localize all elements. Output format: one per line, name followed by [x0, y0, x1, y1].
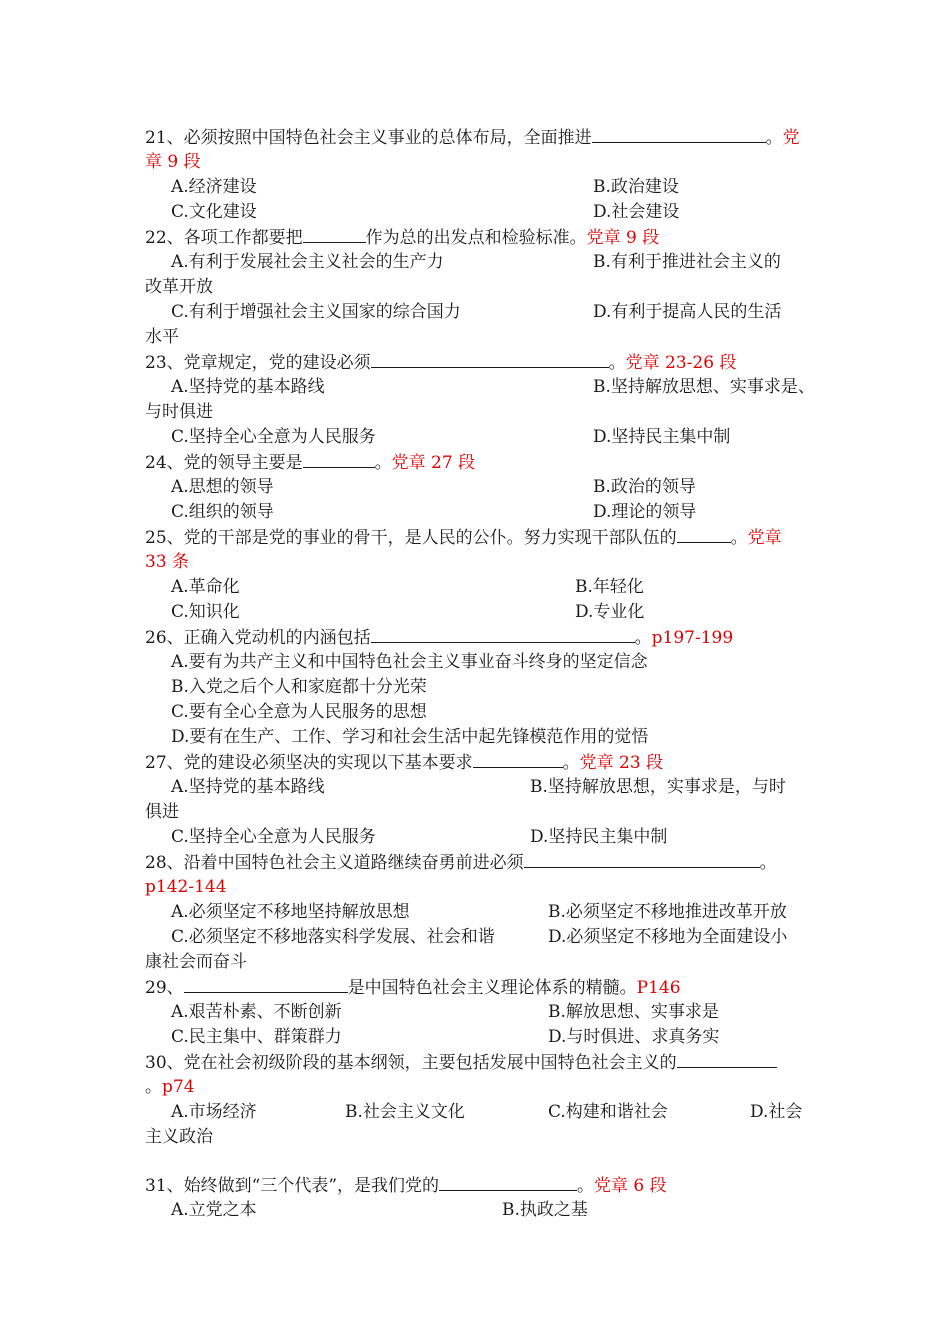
option-d: D.要有在生产、工作、学习和社会生活中起先锋模范作用的觉悟 [171, 727, 649, 747]
option-d: D.社会 [750, 1102, 803, 1122]
answer-blank [524, 850, 760, 868]
reference-note: p74 [162, 1077, 195, 1097]
reference-note: P146 [636, 978, 681, 998]
option-b: B.解放思想、实事求是 [548, 1002, 719, 1022]
answer-blank [303, 225, 366, 243]
option-b: B.执政之基 [502, 1200, 588, 1220]
answer-blank [371, 350, 609, 368]
option-b: B.坚持解放思想，实事求是，与时 [530, 777, 786, 797]
reference-note: 党章 23-26 段 [625, 353, 737, 373]
option-a: A.坚持党的基本路线 [171, 777, 325, 797]
option-b: B.必须坚定不移地推进改革开放 [548, 902, 787, 922]
reference-note: 党章 23 段 [579, 753, 664, 773]
reference-note: 章 9 段 [145, 152, 201, 172]
option-a: A.经济建设 [171, 177, 257, 197]
option-c: C.知识化 [171, 602, 240, 622]
option-d: D.理论的领导 [593, 502, 697, 522]
option-a: A.必须坚定不移地坚持解放思想 [171, 902, 410, 922]
option-d: D.坚持民主集中制 [530, 827, 668, 847]
option-c: C.文化建设 [171, 202, 257, 222]
option-d: D.与时俱进、求真务实 [548, 1027, 720, 1047]
option-a: A.有利于发展社会主义社会的生产力 [171, 252, 444, 272]
option-c: C.组织的领导 [171, 502, 274, 522]
option-b: B.社会主义文化 [345, 1102, 465, 1122]
answer-blank [592, 125, 766, 143]
reference-note: p197-199 [651, 628, 734, 648]
answer-blank [371, 625, 635, 643]
option-b: B.政治的领导 [593, 477, 696, 497]
question-23-stem: 23、党章规定，党的建设必须 。党章 23-26 段 [145, 350, 736, 375]
reference-note: 党 [782, 128, 800, 148]
reference-note: 33 条 [145, 552, 190, 572]
option-d: D.有利于提高人民的生活 [593, 302, 782, 322]
option-b: B.坚持解放思想、实事求是、 [593, 377, 815, 397]
option-d-continuation: 主义政治 [145, 1127, 213, 1147]
reference-note: 党章 9 段 [586, 228, 660, 248]
option-a: A.革命化 [171, 577, 240, 597]
answer-blank [677, 1050, 777, 1068]
option-b-continuation: 俱进 [145, 802, 179, 822]
answer-blank [303, 450, 375, 468]
option-b: B.有利于推进社会主义的 [593, 252, 781, 272]
option-c: C.有利于增强社会主义国家的综合国力 [171, 302, 461, 322]
option-c: C.必须坚定不移地落实科学发展、社会和谐 [171, 927, 495, 947]
option-b-continuation: 改革开放 [145, 277, 213, 297]
option-a: A.立党之本 [171, 1200, 257, 1220]
question-31-stem: 31、始终做到“三个代表”，是我们党的 。党章 6 段 [145, 1173, 667, 1198]
option-b: B.政治建设 [593, 177, 679, 197]
reference-note: 党章 6 段 [594, 1176, 667, 1196]
option-b: B.入党之后个人和家庭都十分光荣 [171, 677, 427, 697]
option-a: A.市场经济 [171, 1102, 257, 1122]
option-c: C.坚持全心全意为人民服务 [171, 827, 376, 847]
option-d: D.专业化 [575, 602, 645, 622]
option-d: D.必须坚定不移地为全面建设小 [548, 927, 788, 947]
question-27-stem: 27、党的建设必须坚决的实现以下基本要求 。党章 23 段 [145, 750, 663, 775]
option-c: C.构建和谐社会 [548, 1102, 668, 1122]
question-26-stem: 26、正确入党动机的内涵包括 。p197-199 [145, 625, 733, 650]
option-a: A.坚持党的基本路线 [171, 377, 325, 397]
option-c: C.坚持全心全意为人民服务 [171, 427, 376, 447]
answer-blank [439, 1173, 577, 1191]
reference-note: 党章 [747, 528, 782, 548]
reference-note: 党章 27 段 [391, 453, 476, 473]
option-c: C.民主集中、群策群力 [171, 1027, 342, 1047]
answer-blank [184, 975, 348, 993]
question-30-stem-continuation: 。p74 [145, 1077, 195, 1097]
answer-blank [677, 525, 731, 543]
question-24-stem: 24、党的领导主要是 。党章 27 段 [145, 450, 475, 475]
option-a: A.要有为共产主义和中国特色社会主义事业奋斗终身的坚定信念 [171, 652, 648, 672]
option-d-continuation: 康社会而奋斗 [145, 952, 247, 972]
option-d: D.坚持民主集中制 [593, 427, 731, 447]
option-d: D.社会建设 [593, 202, 680, 222]
question-28-stem: 28、沿着中国特色社会主义道路继续奋勇前进必须 。 [145, 850, 777, 875]
option-a: A.艰苦朴素、不断创新 [171, 1002, 342, 1022]
option-c: C.要有全心全意为人民服务的思想 [171, 702, 427, 722]
option-b-continuation: 与时俱进 [145, 402, 213, 422]
option-d-continuation: 水平 [145, 327, 179, 347]
question-21-stem: 21、必须按照中国特色社会主义事业的总体布局，全面推进 。党 [145, 125, 800, 150]
question-22-stem: 22、各项工作都要把 作为总的出发点和检验标准。党章 9 段 [145, 225, 659, 250]
answer-blank [473, 750, 563, 768]
reference-note: p142-144 [145, 877, 227, 897]
question-30-stem: 30、党在社会初级阶段的基本纲领，主要包括发展中国特色社会主义的 [145, 1050, 777, 1075]
question-29-stem: 29、 是中国特色社会主义理论体系的精髓。P146 [145, 975, 681, 1000]
option-b: B.年轻化 [575, 577, 644, 597]
question-25-stem: 25、党的干部是党的事业的骨干，是人民的公仆。努力实现干部队伍的 。党章 [145, 525, 782, 550]
option-a: A.思想的领导 [171, 477, 274, 497]
